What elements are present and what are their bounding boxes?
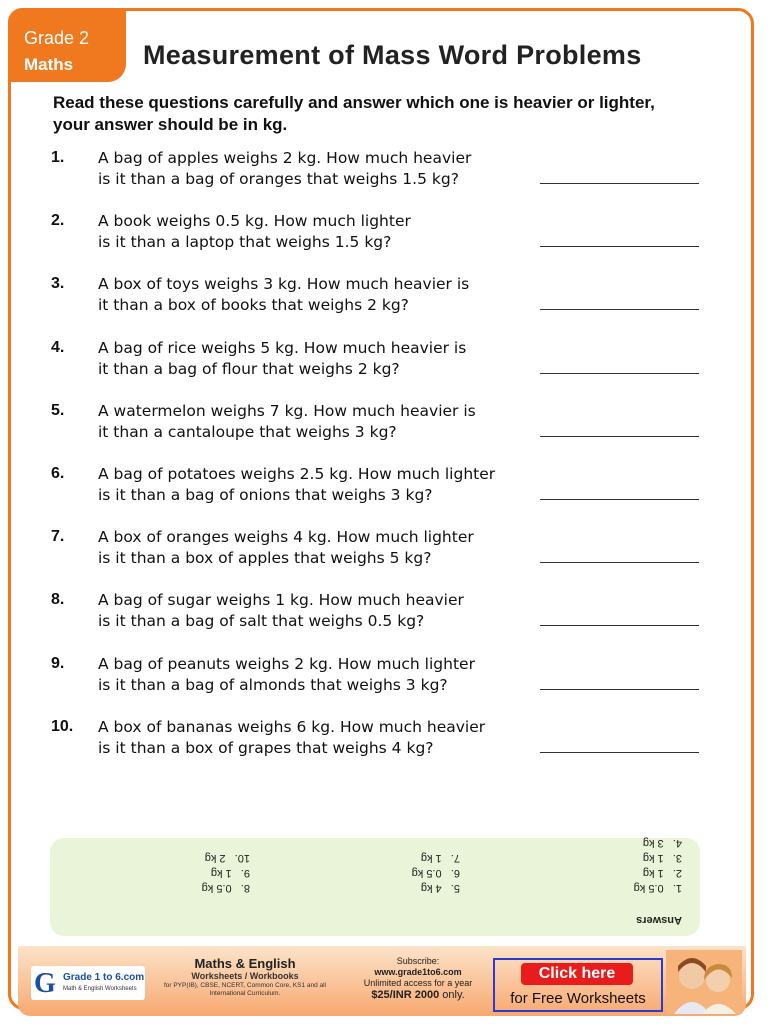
answer-item: [643, 867, 682, 879]
answer-item: [211, 867, 250, 879]
question-text-line1: A bag of peanuts weighs 2 kg. How much lighter: [98, 654, 475, 673]
question-text-line1: A watermelon weighs 7 kg. How much heavier is: [98, 401, 476, 420]
answer-value: 1 kg: [420, 852, 442, 864]
question-text-line1: A box of oranges weighs 4 kg. How much lighter: [98, 528, 474, 547]
answer-number: 5.: [450, 882, 460, 894]
answer-blank[interactable]: [540, 309, 699, 310]
answer-item: [421, 852, 460, 864]
question-number: 4.: [51, 338, 65, 356]
question-number: 1.: [51, 149, 65, 166]
answer-number: 6.: [450, 867, 460, 879]
answer-blank[interactable]: [540, 436, 699, 437]
cta-text[interactable]: for Free Worksheets: [510, 990, 646, 1007]
answer-item: [205, 852, 250, 864]
question-text-line1: A book weighs 0.5 kg. How much lighter: [98, 212, 411, 231]
question-text-line2: it than a cantaloupe that weighs 3 kg?: [98, 422, 397, 441]
children-photo-icon: [666, 950, 742, 1014]
answer-value: 1 kg: [642, 852, 664, 864]
question-text-line2: is it than a bag of onions that weighs 3 kg?: [98, 486, 433, 504]
question-text-line1: A box of toys weighs 3 kg. How much heavier is: [98, 275, 470, 294]
question-number: 10.: [51, 717, 74, 735]
question-text-line2: is it than a bag of salt that weighs 0.5 kg?: [98, 612, 425, 631]
answer-value: 1 kg: [642, 867, 664, 879]
answer-item: [643, 852, 682, 864]
question-text-line2: is it than a laptop that weighs 1.5 kg?: [98, 233, 392, 252]
answer-blank[interactable]: [540, 752, 699, 753]
answer-blank[interactable]: [540, 562, 699, 563]
answer-item: [634, 882, 682, 894]
promo-subheading: Worksheets / Workbooks: [191, 971, 299, 981]
instructions: Read these questions carefully and answer which one is heavier or lighter, your answer should be in kg.: [53, 93, 655, 134]
question-text-line1: A bag of rice weighs 5 kg. How much heavier is: [98, 338, 467, 357]
subscribe-url[interactable]: www.grade1to6.com: [374, 967, 462, 977]
free-worksheets-cta[interactable]: [493, 958, 663, 1012]
answer-number: 9.: [240, 867, 250, 879]
answer-value: 4 kg: [420, 882, 442, 894]
question-text-line1: A bag of sugar weighs 1 kg. How much heavier: [98, 591, 464, 610]
answer-key-title: Answers: [636, 914, 682, 926]
question-item: [0, 655, 768, 705]
answer-item: [412, 867, 460, 879]
answer-item: [202, 882, 250, 894]
answer-blank[interactable]: [540, 499, 699, 500]
answer-value: 0.5 kg: [201, 882, 232, 894]
question-text-line2: is it than a box of apples that weighs 5 kg?: [98, 549, 432, 568]
grade-label: Grade 2: [24, 28, 90, 48]
answer-number: 3.: [672, 852, 682, 864]
click-here-button[interactable]: Click here: [521, 963, 633, 985]
promo-text: [155, 956, 335, 998]
logo-tagline: Math & English Worksheets: [63, 986, 137, 992]
question-number: 9.: [51, 654, 65, 672]
question-item: [0, 275, 768, 325]
answer-number: 2.: [672, 867, 682, 879]
answer-number: 10.: [234, 852, 250, 864]
question-text-line2: it than a bag of flour that weighs 2 kg?: [98, 359, 400, 378]
question-number: 7.: [51, 528, 65, 546]
answer-value: 0.5 kg: [633, 882, 664, 894]
question-text-line2: it than a box of books that weighs 2 kg?: [98, 296, 409, 315]
site-logo[interactable]: [31, 966, 145, 1000]
answer-value: 3 kg: [642, 837, 664, 849]
question-number: 3.: [51, 275, 65, 293]
question-item: [0, 528, 768, 578]
answer-blank[interactable]: [540, 689, 699, 690]
price-suffix: only.: [442, 989, 465, 1001]
answer-item: [643, 837, 682, 849]
answer-value: 1 kg: [210, 867, 232, 879]
answer-key-upside-down: [50, 838, 700, 936]
promo-heading: Maths & English: [194, 956, 296, 971]
answer-item: [421, 882, 460, 894]
logo-mark: G: [34, 968, 56, 999]
question-text-line2: is it than a bag of almonds that weighs 3 kg?: [98, 675, 448, 694]
question-text-line1: A box of bananas weighs 6 kg. How much heavier: [98, 717, 486, 736]
logo-name: Grade 1 to 6.com: [63, 972, 145, 983]
question-number: 5.: [51, 401, 65, 419]
question-number: 2.: [51, 212, 65, 230]
answer-value: 0.5 kg: [411, 867, 442, 879]
question-item: [0, 465, 768, 515]
question-text-line1: A bag of potatoes weighs 2.5 kg. How much lighter: [98, 465, 496, 483]
answer-number: 8.: [240, 882, 250, 894]
answer-blank[interactable]: [540, 246, 699, 247]
answer-blank[interactable]: [540, 183, 699, 184]
answer-value: 2 kg: [204, 852, 226, 864]
footer-banner: [18, 946, 746, 1016]
question-item: [0, 212, 768, 262]
answer-number: 1.: [672, 882, 682, 894]
answer-number: 7.: [450, 852, 460, 864]
subscribe-label: Subscribe:: [396, 956, 440, 966]
subscribe-price: $25/INR 2000: [371, 989, 440, 1001]
question-text-line2: is it than a box of grapes that weighs 4 kg?: [98, 738, 434, 757]
answer-key: [50, 838, 700, 936]
answer-number: 4.: [672, 837, 682, 849]
question-text-line1: A bag of apples weighs 2 kg. How much heavier: [98, 149, 472, 167]
subject-label: Maths: [24, 55, 74, 74]
question-item: [0, 591, 768, 641]
question-text-line2: is it than a bag of oranges that weighs 1.5 kg?: [98, 170, 459, 188]
answer-blank[interactable]: [540, 625, 699, 626]
question-item: [0, 339, 768, 389]
subscribe-desc: Unlimited access for a year: [363, 978, 473, 988]
page-title: Measurement of Mass Word Problems: [143, 40, 642, 70]
question-number: 6.: [51, 465, 65, 482]
question-item: [0, 718, 768, 768]
promo-curricula: for PYP(IB), CBSE, NCERT, Common Core, KS1 and all International Curriculum.: [163, 982, 327, 997]
question-item: [0, 149, 768, 199]
question-item: [0, 402, 768, 452]
answer-blank[interactable]: [540, 373, 699, 374]
question-number: 8.: [51, 591, 65, 609]
subscribe-info: [343, 956, 493, 1002]
